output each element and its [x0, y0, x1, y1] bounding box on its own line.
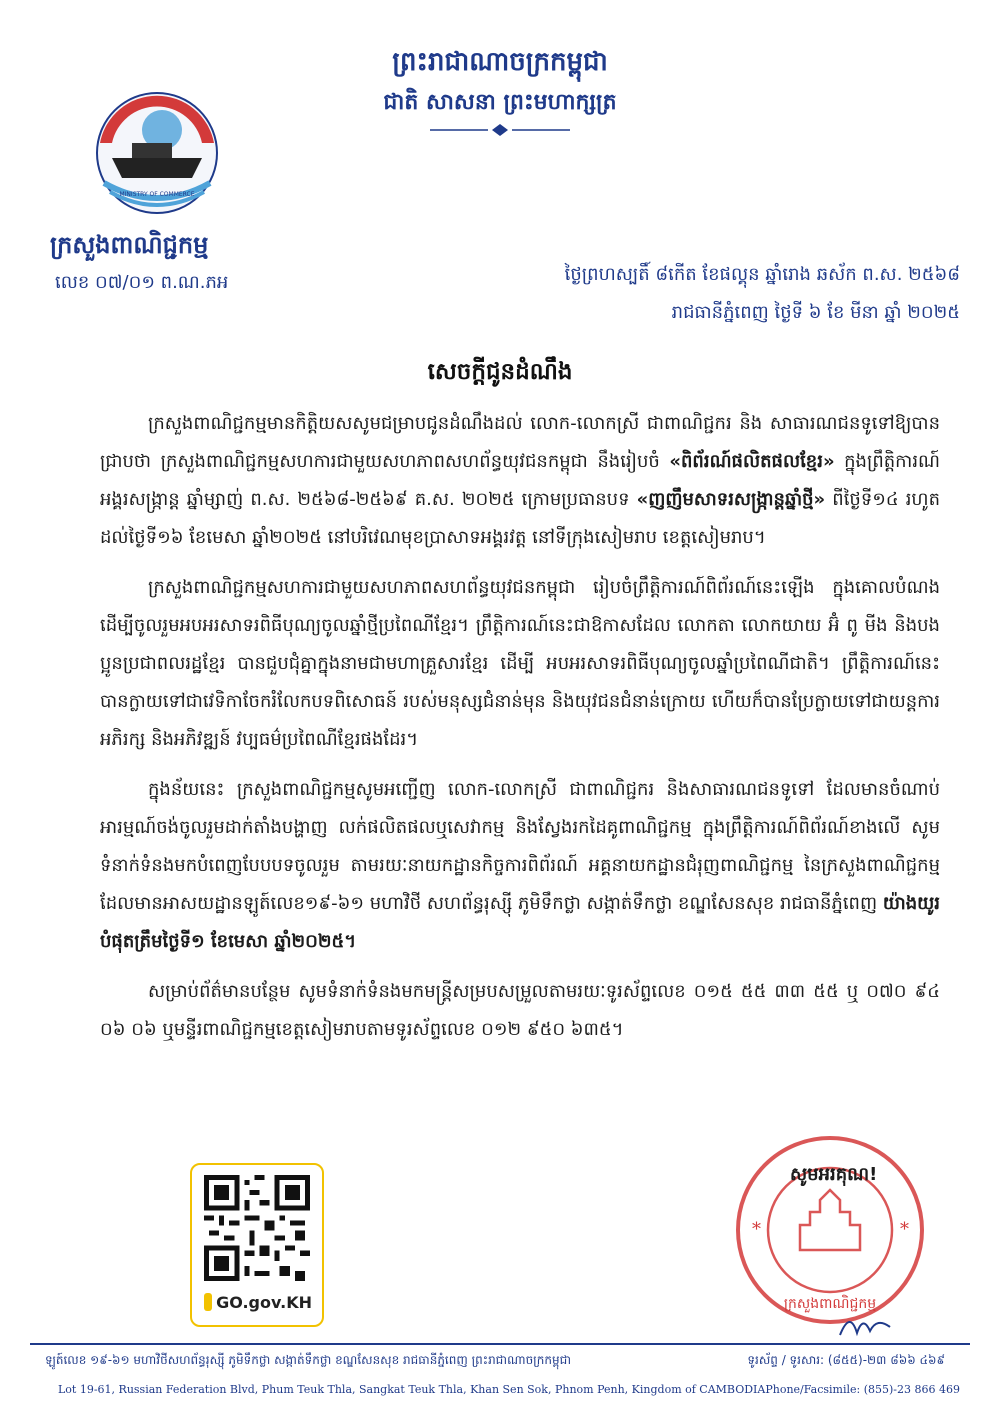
go-gov-kh-logo — [204, 1289, 312, 1315]
document-body — [100, 405, 940, 1061]
paragraph-1-text-b: ក្នុងព្រឹត្តិការណ៍អង្គរសង្ក្រាន្ត ឆ្នាំម្សាញ់ ព.ស. ២៥៦៨-២៥៦៩ គ.ស. ២០២៥ ក្រោមប្រធានបទ — [100, 451, 940, 510]
qr-code-icon[interactable] — [204, 1175, 310, 1281]
paragraph-3 — [100, 771, 940, 961]
ornament-divider-icon — [430, 122, 570, 138]
qr-card[interactable] — [190, 1163, 324, 1327]
national-motto: ជាតិ សាសនា ព្រះមហាក្សត្រ — [383, 90, 617, 115]
go-brand-text: GO.gov.KH — [216, 1292, 312, 1312]
kingdom-heading: ព្រះរាជាណាចក្រកម្ពុជា — [392, 47, 608, 77]
deadline: យ៉ាងយូរបំផុតត្រឹមថ្ងៃទី១ ខែមេសា ឆ្នាំ២០២៥។ — [100, 893, 940, 952]
footer-divider — [30, 1343, 970, 1345]
official-seal — [730, 1130, 930, 1330]
logo-text: MINISTRY OF COMMERCE — [119, 191, 195, 198]
paragraph-1 — [100, 405, 940, 557]
footer-english — [58, 1383, 960, 1396]
footer-phone-kh: ទូរស័ព្ទ / ទូរសារ: (៨៥៥)-២៣ ៨៦៦ ៤៦៩ — [747, 1353, 945, 1367]
document-title: សេចក្ដីជូនដំណឹង — [427, 359, 573, 385]
ministry-logo — [82, 88, 232, 218]
paragraph-4: សម្រាប់ព័ត៌មានបន្ថែម សូមទំនាក់ទំនងមកមន្ត្រីសម្របសម្រួលតាមរយៈទូរស័ព្ទលេខ ០១៥ ៥៥ ៣៣ ៥៥ ឬ ០៧០ ៩៤ ០៦ ០៦ ឬមន្ទីរពាណិជ្ជកម្មខេត្តសៀមរាបតាមទូរស័ព្ទលេខ ០១២ ៩៥០ ៦៣៥។ — [100, 981, 940, 1040]
paragraph-1-text-c: ពីថ្ងៃទី១៤ រហូតដល់ថ្ងៃទី១៦ ខែមេសា ឆ្នាំ២០២៥ នៅបរិវេណមុខប្រាសាទអង្គរវត្ត នៅទីក្រុងសៀមរាប ខេត្តសៀមរាប។ — [100, 489, 940, 548]
go-mark-icon — [204, 1293, 212, 1311]
exhibition-name: «ពិព័រណ៍ផលិតផលខ្មែរ» — [669, 451, 835, 472]
footer-address-en: Lot 19-61, Russian Federation Blvd, Phum Teuk Thla, Sangkat Teuk Thla, Khan Sen Sok, Phnom Penh, Kingdom of CAMBODIA — [58, 1383, 766, 1396]
signature — [835, 1305, 895, 1345]
seal-text: ក្រសួងពាណិជ្ជកម្ម — [783, 1296, 877, 1312]
paragraph-2: ក្រសួងពាណិជ្ជកម្មសហការជាមួយសហភាពសហព័ន្ធយុវជនកម្ពុជា រៀបចំព្រឹត្តិការណ៍ពិព័រណ៍នេះឡើង ក្នុងគោលបំណង ដើម្បីចូលរួមអបអរសាទរពិធីបុណ្យចូលឆ្នាំថ្មីប្រពៃណីខ្មែរ។ ព្រឹត្តិការណ៍នេះជាឱកាសដែល លោកតា លោកយាយ អ៊ំ ពូ មីង និងបងប្អូនប្រជាពលរដ្ឋខ្មែរ បានជួបជុំគ្នាក្នុងនាមជាមហាគ្រួសារខ្មែរ ដើម្បី អបអរសាទរពិធីបុណ្យចូលឆ្នាំប្រពៃណីជាតិ។ ព្រឹត្តិការណ៍នេះបានក្លាយទៅជាវេទិកាចែករំលែកបទពិសោធន៍ របស់មនុស្សជំនាន់មុន និងយុវជនជំនាន់ក្រោយ ហើយក៏បានប្រែក្លាយទៅជាយន្តការអភិរក្ស និងអភិវឌ្ឍន៍ វប្បធម៌ប្រពៃណីខ្មែរផងដែរ។ — [100, 577, 940, 750]
ministry-name: ក្រសួងពាណិជ្ជកម្ម — [50, 231, 209, 259]
lunar-date: ថ្ងៃព្រហស្បតិ៍ ៨កើត ខែផល្គុន ឆ្នាំរោង ឆស័ក ព.ស. ២៥៦៨ — [564, 264, 960, 285]
footer-phone-en: Phone/Facsimile: (855)-23 866 469 — [765, 1383, 960, 1396]
paragraph-1-text-a: ក្រសួងពាណិជ្ជកម្មមានកិត្តិយសសូមជម្រាបជូនដំណឹងដល់ លោក-លោកស្រី ជាពាណិជ្ជករ និង សាធារណជនទូទៅឱ្យបានជ្រាបថា ក្រសួងពាណិជ្ជកម្មសហការជាមួយសហភាពសហព័ន្ធយុវជនកម្ពុជា នឹងរៀបចំ — [100, 413, 940, 472]
svg-text:*: * — [752, 1219, 761, 1240]
solar-date: រាជធានីភ្នំពេញ ថ្ងៃទី ៦ ខែ មីនា ឆ្នាំ ២០២៥ — [671, 302, 960, 323]
footer-address-kh: ឡូត៍លេខ ១៩-៦១ មហាវិថីសហព័ន្ធរុស្ស៊ី ភូមិទឹកថ្លា សង្កាត់ទឹកថ្លា ខណ្ឌសែនសុខ រាជធានីភ្នំពេញ ព្រះរាជាណាចក្រកម្ពុជា — [45, 1353, 572, 1367]
event-theme: «ញញឹមសាទរសង្ក្រាន្តឆ្នាំថ្មី» — [636, 489, 826, 510]
paragraph-3-text: ក្នុងន័យនេះ ក្រសួងពាណិជ្ជកម្មសូមអញ្ជើញ លោក-លោកស្រី ជាពាណិជ្ជករ និងសាធារណជនទូទៅ ដែលមានចំណាប់អារម្មណ៍ចង់ចូលរួមដាក់តាំងបង្ហាញ លក់ផលិតផលឬសេវាកម្ម និងស្វែងរកដៃគូពាណិជ្ជកម្ម ក្នុងព្រឹត្តិការណ៍ពិព័រណ៍ខាងលើ សូមទំនាក់ទំនងមកបំពេញបែបបទចូលរួម តាមរយៈនាយកដ្ឋានកិច្ចការពិព័រណ៍ អគ្គនាយកដ្ឋានជំរុញពាណិជ្ជកម្ម នៃក្រសួងពាណិជ្ជកម្ម ដែលមានអាសយដ្ឋានឡូត៍លេខ១៩-៦១ មហាវិថី សហព័ន្ធរុស្ស៊ី ភូមិទឹកថ្លា សង្កាត់ទឹកថ្លា ខណ្ឌសែនសុខ រាជធានីភ្នំពេញ — [100, 779, 940, 914]
reference-number: លេខ ០៧/០១ ព.ណ.ភអ — [55, 272, 229, 293]
closing-thanks: សូមអរគុណ! — [790, 1164, 878, 1185]
footer-khmer — [45, 1352, 945, 1370]
svg-text:*: * — [900, 1219, 909, 1240]
